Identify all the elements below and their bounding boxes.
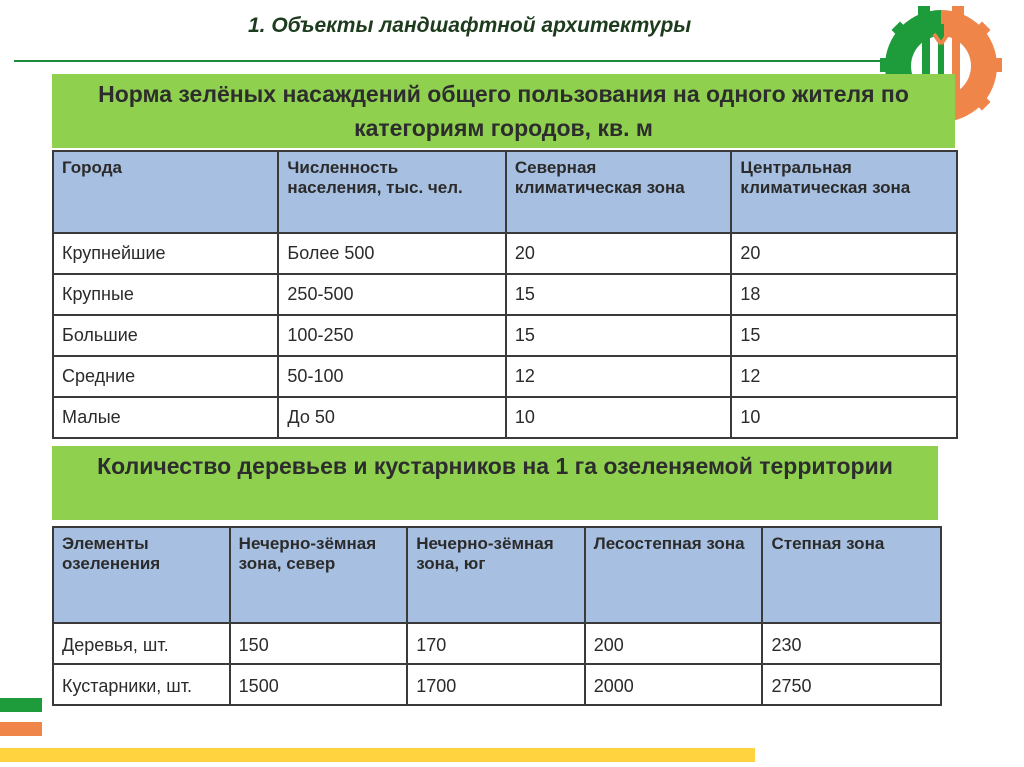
table-cell: Крупные xyxy=(53,274,278,315)
table-cell: 150 xyxy=(230,623,408,664)
decor-bar-green xyxy=(0,698,42,712)
table-row xyxy=(53,315,957,356)
table-cell: 10 xyxy=(731,397,957,438)
table-cell: 20 xyxy=(731,233,957,274)
table-cell: 15 xyxy=(731,315,957,356)
table-cell: 12 xyxy=(731,356,957,397)
table-cell: 15 xyxy=(506,315,732,356)
table-cell: До 50 xyxy=(278,397,505,438)
decor-bar-orange xyxy=(0,722,42,736)
table-cell: 200 xyxy=(585,623,763,664)
header-cell: Нечерно-зёмная зона, север xyxy=(230,527,408,623)
header-cell: Центральная климатическая зона xyxy=(731,151,957,233)
table1-caption: Норма зелёных насаждений общего пользования на одного жителя по категориям городов, кв. м xyxy=(52,74,955,148)
green-norms-table xyxy=(52,150,958,439)
title-divider xyxy=(14,60,894,62)
table-cell: 20 xyxy=(506,233,732,274)
table-row xyxy=(53,397,957,438)
table-cell: 15 xyxy=(506,274,732,315)
table-cell: Крупнейшие xyxy=(53,233,278,274)
table-cell: 1500 xyxy=(230,664,408,705)
table-cell: 18 xyxy=(731,274,957,315)
table-row xyxy=(53,623,941,664)
table-cell: Деревья, шт. xyxy=(53,623,230,664)
table-cell: Кустарники, шт. xyxy=(53,664,230,705)
header-cell: Города xyxy=(53,151,278,233)
table-header-row xyxy=(53,527,941,623)
table-cell: 250-500 xyxy=(278,274,505,315)
header-cell: Нечерно-зёмная зона, юг xyxy=(407,527,585,623)
trees-shrubs-table xyxy=(52,526,942,706)
table-cell: 230 xyxy=(762,623,941,664)
footer-bar xyxy=(0,748,755,762)
header-cell: Степная зона xyxy=(762,527,941,623)
header-cell: Элементы озеленения xyxy=(53,527,230,623)
table-cell: Средние xyxy=(53,356,278,397)
table2-caption: Количество деревьев и кустарников на 1 га озеленяемой территории xyxy=(52,446,938,520)
table-row xyxy=(53,356,957,397)
table-cell: 100-250 xyxy=(278,315,505,356)
header-cell: Численность населения, тыс. чел. xyxy=(278,151,505,233)
table-row xyxy=(53,274,957,315)
table-cell: 2750 xyxy=(762,664,941,705)
page-title: 1. Объекты ландшафтной архитектуры xyxy=(248,14,692,37)
table-cell: 1700 xyxy=(407,664,585,705)
table-cell: 12 xyxy=(506,356,732,397)
table-row xyxy=(53,233,957,274)
table-cell: Малые xyxy=(53,397,278,438)
table-cell: Большие xyxy=(53,315,278,356)
table-cell: 170 xyxy=(407,623,585,664)
table-cell: 10 xyxy=(506,397,732,438)
header-cell: Лесостепная зона xyxy=(585,527,763,623)
table-header-row xyxy=(53,151,957,233)
table-cell: Более 500 xyxy=(278,233,505,274)
table-row xyxy=(53,664,941,705)
table-cell: 50-100 xyxy=(278,356,505,397)
header-cell: Северная климатическая зона xyxy=(506,151,732,233)
table-cell: 2000 xyxy=(585,664,763,705)
